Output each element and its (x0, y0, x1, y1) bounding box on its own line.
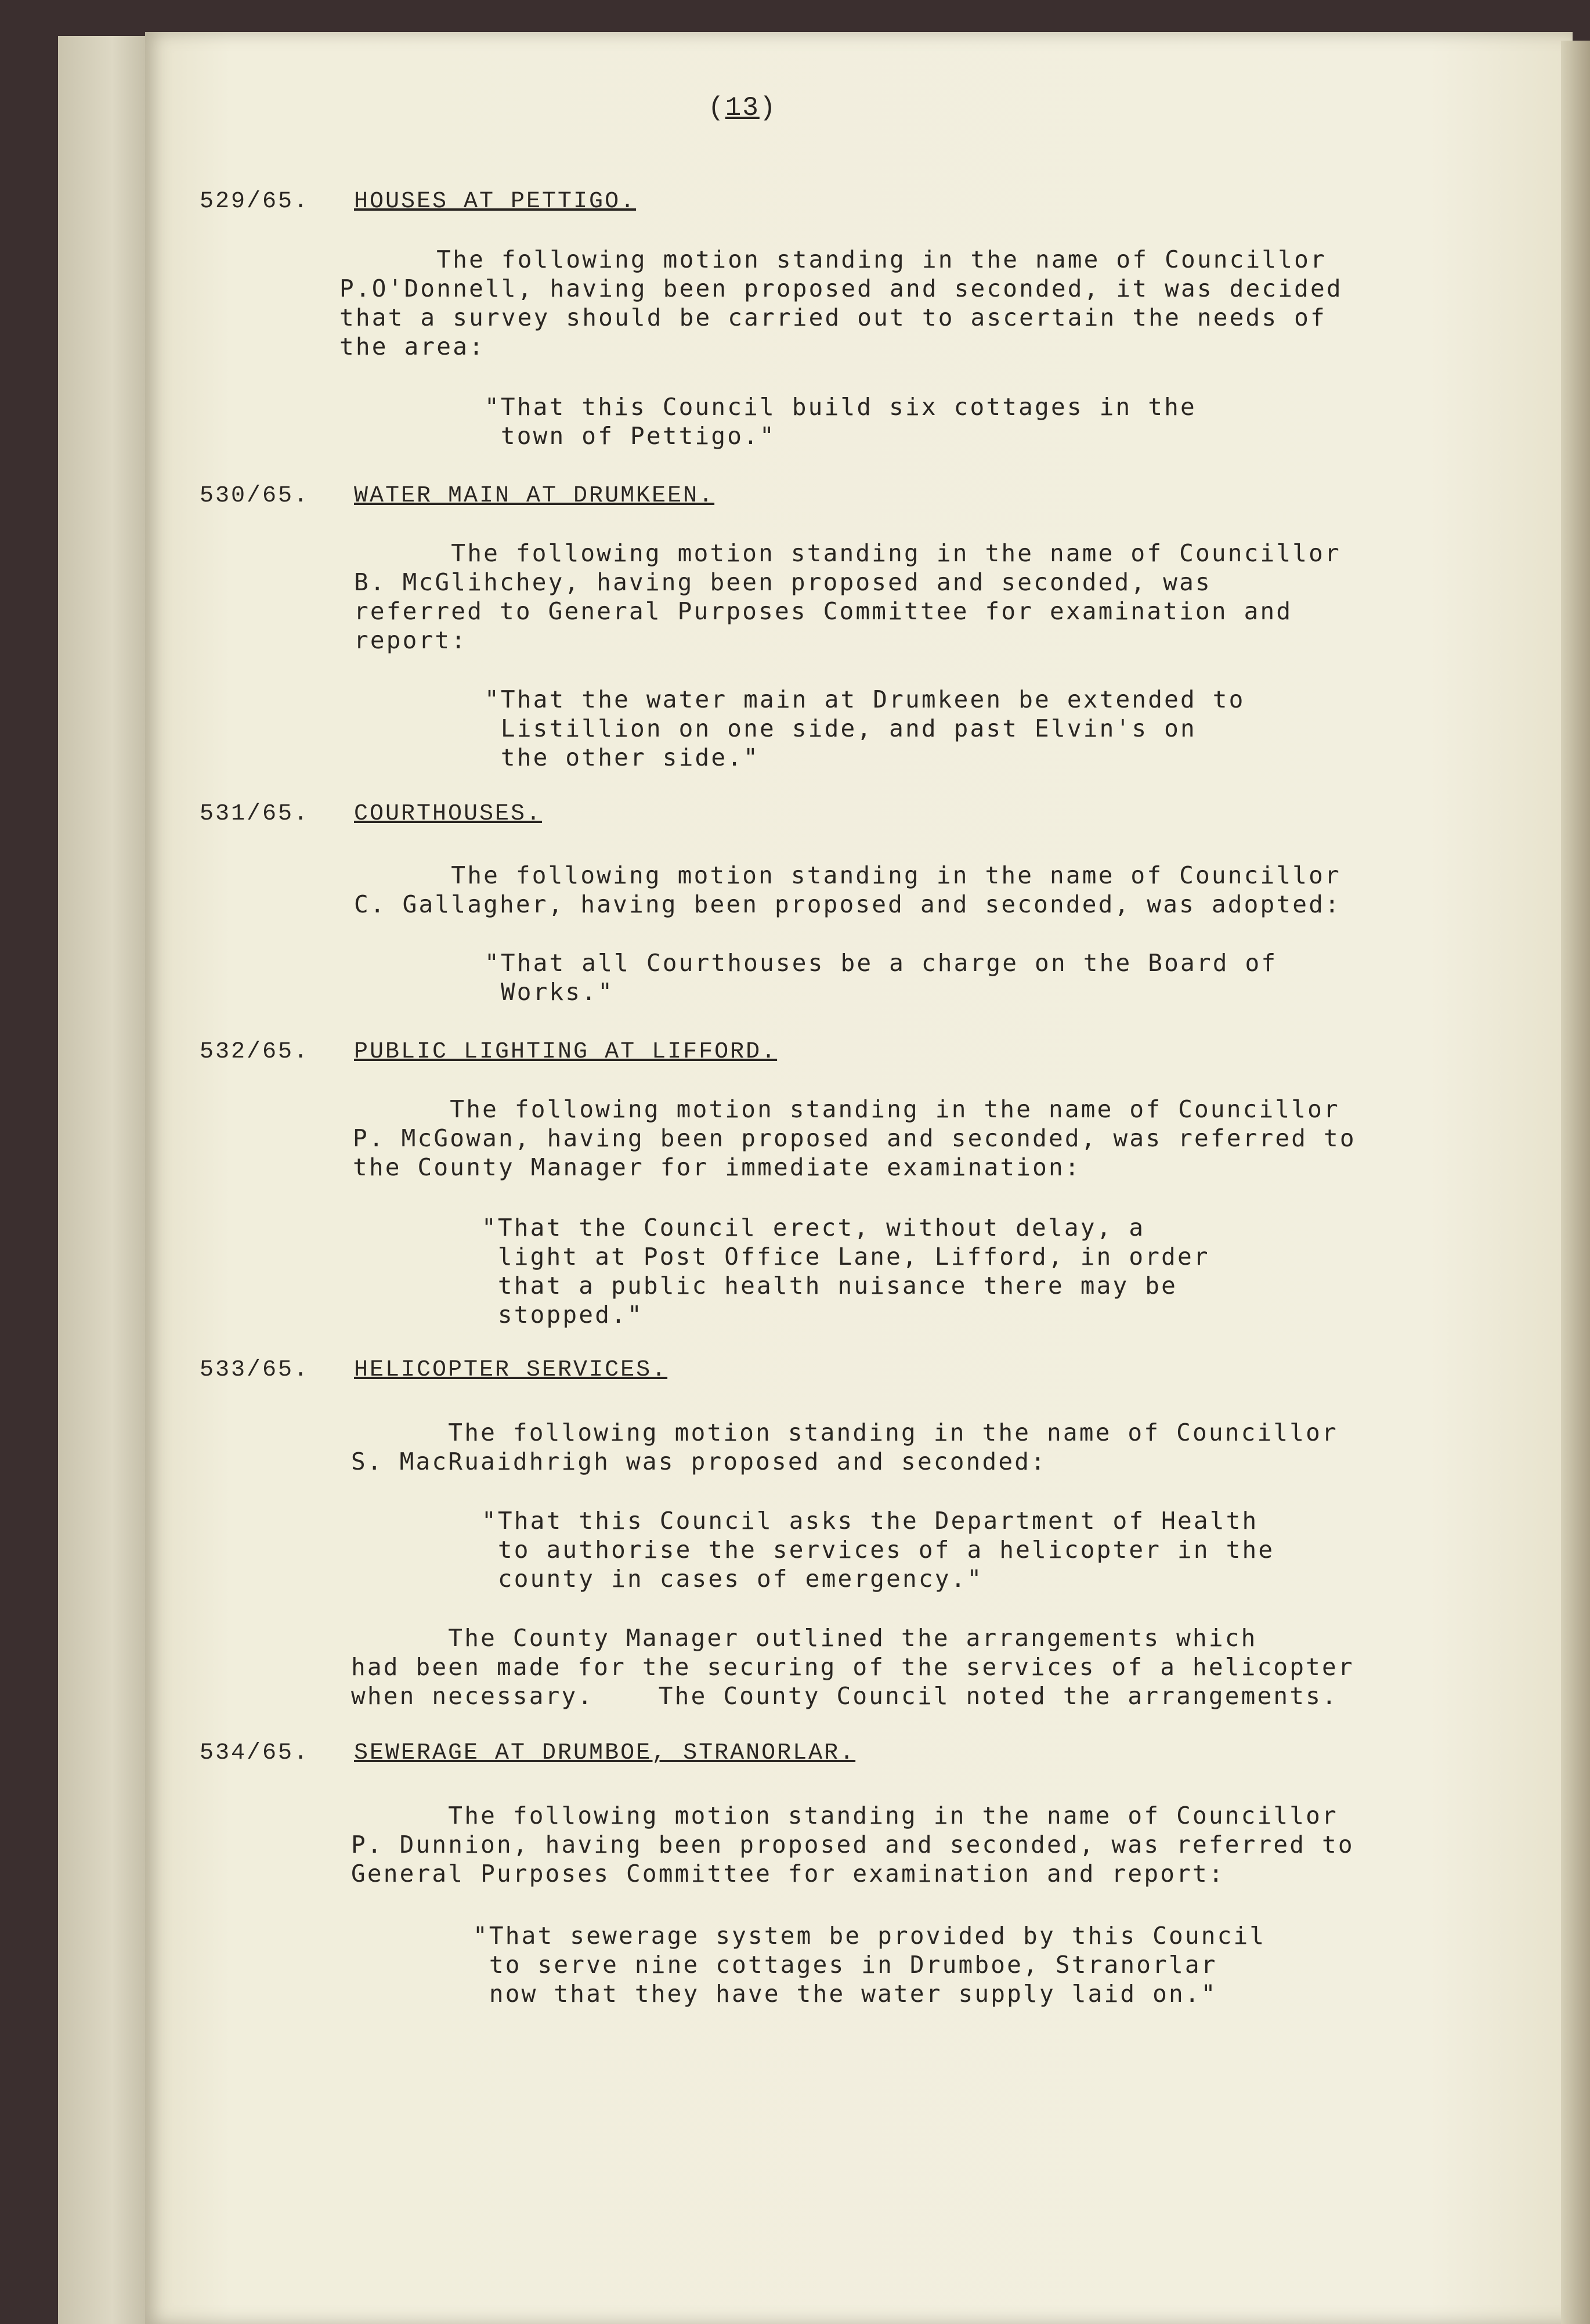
page-number: (13) (708, 93, 777, 123)
resolution-number: 534/65. (200, 1740, 310, 1766)
resolution-number: 533/65. (200, 1357, 310, 1383)
resolution-body: The following motion standing in the name of Councillor C. Gallagher, having been proposed and seconded, was adopted: (354, 861, 1341, 918)
resolution-body: The following motion standing in the name of Councillor P. Dunnion, having been proposed and seconded, was referred to General Purposes Committee for examination and report: (351, 1802, 1354, 1888)
quoted-motion: "That the Council erect, without delay, a light at Post Office Lane, Lifford, in order that a public health nuisance there may be stopped." (482, 1214, 1210, 1329)
quoted-motion: "That sewerage system be provided by this Council to serve nine cottages in Drumboe, Stranorlar now that they have the water supply laid on." (473, 1922, 1266, 2008)
resolution-number: 531/65. (200, 801, 310, 827)
resolution-title: COURTHOUSES. (354, 801, 543, 827)
resolution-number: 532/65. (200, 1039, 310, 1065)
resolution-body: The following motion standing in the name of Councillor B. McGlihchey, having been proposed and seconded, was referred to General Purposes Committee for examination and report: (354, 539, 1341, 654)
resolution-number: 530/65. (200, 483, 310, 509)
resolution-title: PUBLIC LIGHTING AT LIFFORD. (354, 1039, 778, 1065)
quoted-motion: "That the water main at Drumkeen be extended to Listillion on one side, and past Elvin's on the other side." (485, 685, 1245, 771)
resolution-body: The following motion standing in the name of Councillor P. McGowan, having been proposed and seconded, was referred to the County Manager for immediate examination: (353, 1095, 1356, 1181)
resolution-number: 529/65. (200, 189, 310, 215)
resolution-body: The County Manager outlined the arrangements which had been made for the securing of the services of a helicopter when necessary. The County Council noted the arrangements. (351, 1624, 1354, 1710)
quoted-motion: "That this Council build six cottages in the town of Pettigo." (485, 393, 1197, 450)
resolution-body: The following motion standing in the name of Councillor S. MacRuaidhrigh was proposed and seconded: (351, 1419, 1338, 1475)
resolution-title: SEWERAGE AT DRUMBOE, STRANORLAR. (354, 1740, 856, 1766)
quoted-motion: "That all Courthouses be a charge on the Board of Works." (485, 949, 1278, 1006)
resolution-title: HOUSES AT PETTIGO. (354, 189, 637, 215)
resolution-body: The following motion standing in the name of Councillor P.O'Donnell, having been proposed and seconded, it was decided that a survey should be carried out to ascertain the needs of the area: (339, 246, 1343, 360)
page-stack-edge (1561, 41, 1590, 2324)
quoted-motion: "That this Council asks the Department of Health to authorise the services of a helicopter in the county in cases of emergency." (482, 1507, 1275, 1593)
facing-page-edge (58, 36, 157, 2324)
resolution-title: HELICOPTER SERVICES. (354, 1357, 668, 1383)
resolution-title: WATER MAIN AT DRUMKEEN. (354, 483, 715, 509)
